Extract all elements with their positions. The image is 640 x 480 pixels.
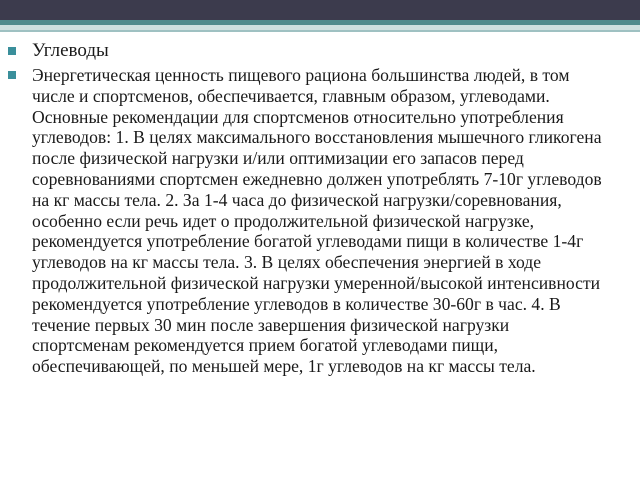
bullet-list <box>8 38 604 377</box>
bullet-title-text: Углеводы <box>32 40 109 61</box>
bullet-item-body <box>8 65 604 377</box>
square-bullet-icon <box>8 71 16 79</box>
slide-content <box>8 38 604 377</box>
bullet-item-title <box>8 38 604 64</box>
bullet-body-text: Энергетическая ценность пищевого рациона большинства людей, в том числе и спортсменов, обеспечивается, главным образом, углеводами. Основные рекомендации для спортсменов относительно употребления углеводов: 1. В целях максимального восстановления мышечного гликогена после физической нагрузки и/или оптимизации его запасов перед соревнованиями спортсмен ежедневно должен употреблять 7-10г углеводов на кг массы тела. 2. За 1-4 часа до физической нагрузки/соревнования, особенно если речь идет о продолжительной физической нагрузке, рекомендуется употребление богатой углеводами пищи в количестве 1-4г углеводов на кг массы тела. 3. В целях обеспечения энергией в ходе продолжительной физической нагрузки умеренной/высокой интенсивности рекомендуется употребление углеводов в количестве 30-60г в час. 4. В течение первых 30 мин после завершения физической нагрузки спортсменам рекомендуется прием богатой углеводами пищи, обеспечивающей, по меньшей мере, 1г углеводов на кг массы тела. <box>32 65 602 377</box>
header-bar-dark <box>0 0 640 20</box>
square-bullet-icon <box>8 47 16 55</box>
header-divider <box>0 30 640 32</box>
